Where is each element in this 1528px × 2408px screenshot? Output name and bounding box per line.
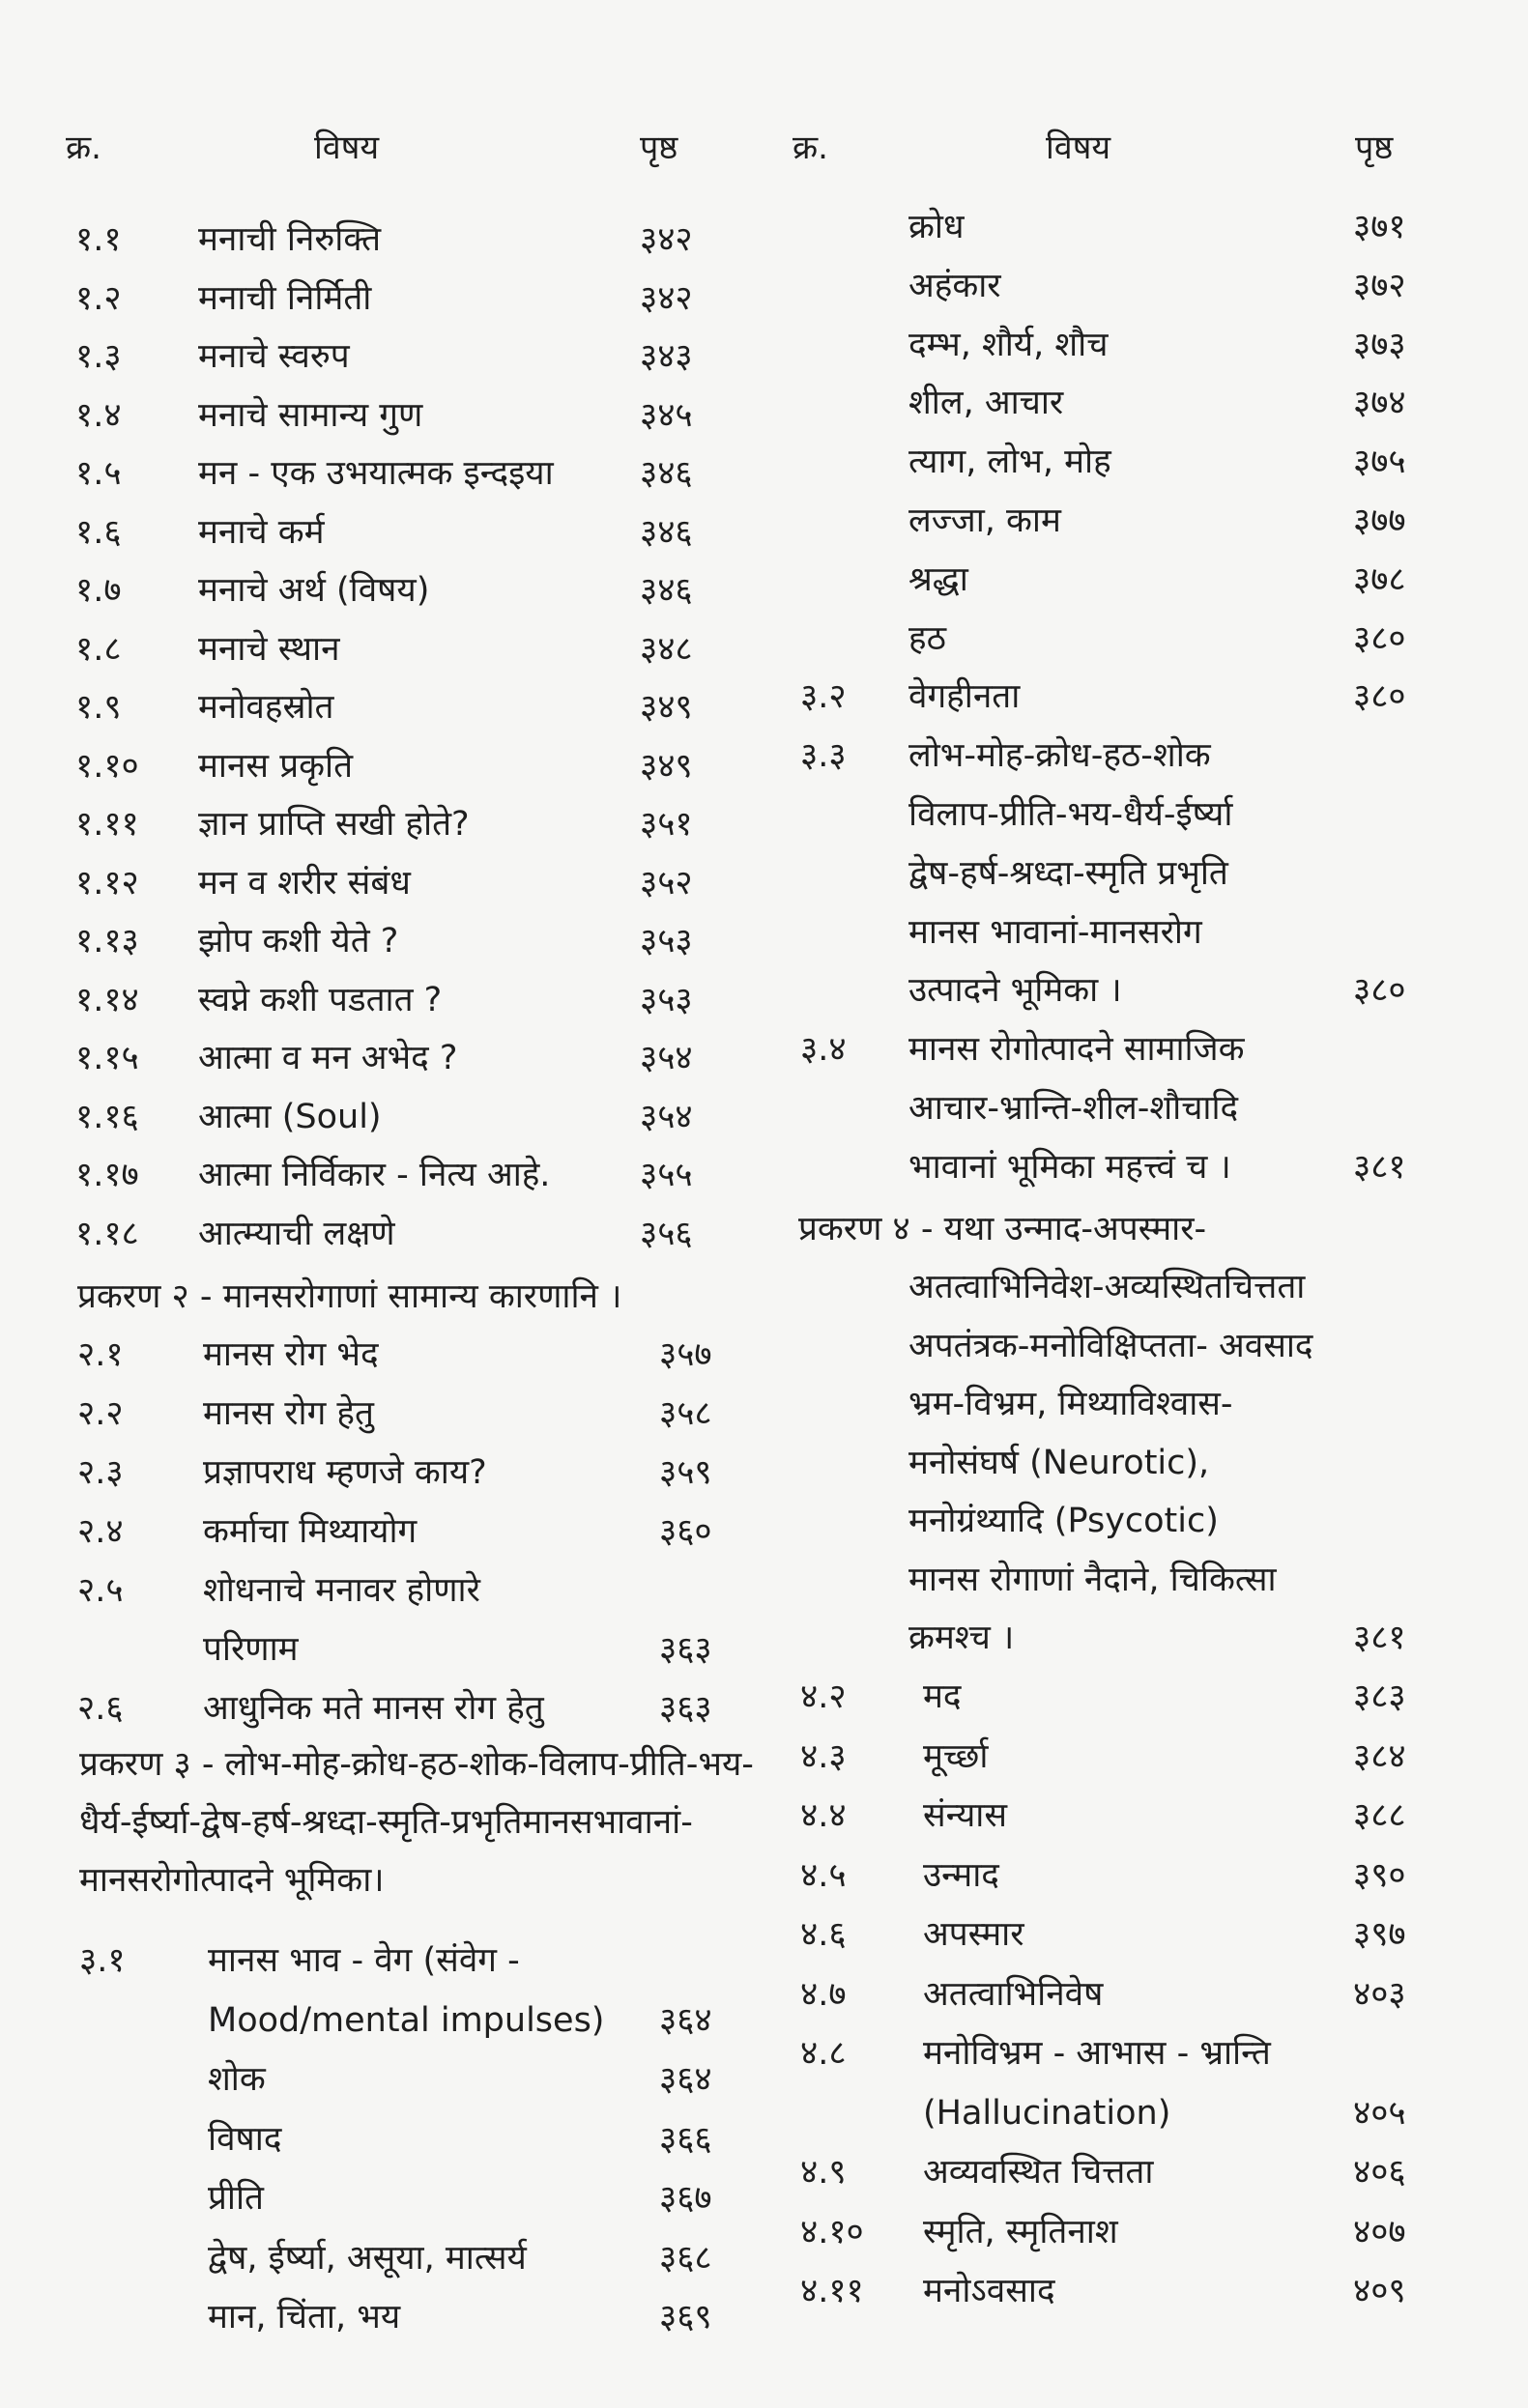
- entry-page-number: ३७२: [1353, 266, 1406, 305]
- entry-title: मनोवहस्रोत: [198, 688, 334, 727]
- entry-title: द्वेष-हर्ष-श्रध्दा-स्मृति प्रभृति: [908, 853, 1228, 893]
- left-entry3-row: [0, 2169, 764, 2227]
- left-entry2-row: [0, 1562, 764, 1620]
- entry-number: १.१८: [75, 1214, 139, 1253]
- entry-page-number: ३५४: [640, 1039, 693, 1077]
- left-entry2-row: [0, 1444, 764, 1502]
- entry-title: मनाची निर्मिती: [198, 278, 372, 318]
- entry-page-number: ३४५: [640, 395, 693, 435]
- left-entry3-row: [0, 1992, 764, 2050]
- entry-page-number: ४०३: [1353, 1974, 1406, 2014]
- entry-title: मनोऽवसाद: [923, 2272, 1055, 2310]
- entry-number: १.१४: [75, 980, 139, 1019]
- entry-number: ४.५: [800, 1855, 847, 1895]
- entry-page-number: ३६३: [659, 1689, 712, 1728]
- right-entry4-row: [783, 1906, 1528, 1964]
- entry-number: ३.१: [79, 1941, 126, 1980]
- chapter4-heading: [783, 1200, 1528, 1258]
- entry-number: १.१६: [75, 1097, 139, 1136]
- right-entry-row: [783, 257, 1528, 315]
- entry-title: अपतंत्रक-मनोविक्षिप्तता- अवसाद: [908, 1326, 1313, 1365]
- right-entry-row: [783, 845, 1528, 903]
- entry-title: मानस रोग भेद: [203, 1335, 379, 1374]
- right-entry-row: [783, 668, 1528, 726]
- right-entry-row: [783, 610, 1528, 668]
- left-entry-row: [0, 795, 764, 853]
- right-entry-row: [783, 903, 1528, 961]
- entry-page-number: ३५८: [659, 1394, 712, 1433]
- right-entry-row: [783, 492, 1528, 550]
- entry-number: ४.११: [800, 2272, 864, 2310]
- entry-number: १.६: [75, 512, 122, 552]
- right-header-title: विषय: [1046, 129, 1111, 167]
- left-entry-row: [0, 912, 764, 970]
- entry-number: ४.४: [800, 1796, 847, 1835]
- entry-page-number: ३६७: [659, 2179, 712, 2218]
- entry-title: मूर्च्छा: [923, 1736, 989, 1776]
- entry-page-number: ३५५: [640, 1156, 693, 1194]
- left-entry-row: [0, 620, 764, 678]
- entry-page-number: ३८०: [1353, 677, 1406, 717]
- entry-number: १.१३: [75, 922, 139, 960]
- right-entry-row: [783, 198, 1528, 256]
- chapter4-line-row: [783, 1492, 1528, 1550]
- entry-title: त्याग, लोभ, मोह: [908, 443, 1111, 482]
- left-entry3-row: [0, 2229, 764, 2287]
- entry-number: ४.१०: [800, 2212, 864, 2251]
- entry-number: १.२: [75, 278, 122, 318]
- entry-number: १.८: [75, 629, 122, 669]
- chapter2-title: प्रकरण २ - मानसरोगाणां सामान्य कारणानि ।: [77, 1277, 622, 1316]
- chapter4-line-row: [783, 1258, 1528, 1316]
- entry-title: मानस प्रकृति: [198, 746, 354, 786]
- entry-number: १.५: [75, 454, 122, 493]
- entry-number: ३.४: [800, 1030, 847, 1070]
- left-entry3-row: [0, 2288, 764, 2346]
- entry-title: मनोविभ्रम - आभास - भ्रान्ति: [923, 2034, 1271, 2073]
- entry-title: मनाची निरुक्ति: [198, 220, 382, 259]
- entry-title: अव्यवस्थित चित्तता: [923, 2153, 1154, 2192]
- right-entry-row: [783, 1138, 1528, 1196]
- entry-title: आधुनिक मते मानस रोग हेतु: [203, 1689, 544, 1728]
- right-entry-row: [783, 1079, 1528, 1137]
- entry-title: दम्भ, शौर्य, शौच: [908, 325, 1109, 364]
- entry-title: द्वेष, ईर्ष्या, असूया, मात्सर्य: [208, 2238, 527, 2278]
- entry-title: शोक: [208, 2060, 266, 2099]
- entry-title: शील, आचार: [908, 384, 1064, 423]
- entry-title: आत्मा (Soul): [198, 1097, 382, 1136]
- entry-title: झोप कशी येते ?: [198, 922, 399, 960]
- left-entry2-row: [0, 1503, 764, 1561]
- entry-title: मनाचे सामान्य गुण: [198, 395, 423, 435]
- right-entry4-row: [783, 2024, 1528, 2082]
- entry-title: प्रज्ञापराध म्हणजे काय?: [203, 1453, 487, 1492]
- right-header-page: पृष्ठ: [1355, 129, 1394, 167]
- entry-page-number: ३४६: [640, 512, 693, 552]
- entry-title: आत्म्याची लक्षणे: [198, 1214, 395, 1253]
- entry-page-number: ३८८: [1353, 1796, 1406, 1835]
- entry-title: उन्माद: [923, 1855, 999, 1895]
- entry-title: आचार-भ्रान्ति-शील-शौचादि: [908, 1089, 1239, 1128]
- left-entry2-row: [0, 1326, 764, 1384]
- right-entry-row: [783, 551, 1528, 609]
- entry-title: मनोसंघर्ष (Neurotic),: [908, 1443, 1210, 1482]
- entry-title: मानस रोगाणां नैदाने, चिकित्सा: [908, 1560, 1277, 1599]
- entry-page-number: ३५३: [640, 922, 693, 960]
- right-entry4-row: [783, 1728, 1528, 1786]
- right-header-num: क्र.: [793, 129, 828, 167]
- right-entry-row: [783, 433, 1528, 491]
- entry-title: विलाप-प्रीति-भय-धैर्य-ईर्ष्या: [908, 795, 1233, 834]
- entry-title: शोधनाचे मनावर होणारे: [203, 1571, 480, 1610]
- left-header-num: क्र.: [66, 129, 101, 167]
- entry-page-number: ३९०: [1353, 1855, 1406, 1895]
- entry-title: अतत्वाभिनिवेश-अव्यस्थितचित्तता: [908, 1268, 1306, 1306]
- entry-number: १.४: [75, 395, 122, 435]
- entry-page-number: ३४९: [640, 746, 693, 786]
- entry-title: संन्यास: [923, 1796, 1008, 1835]
- left-entry2-row: [0, 1385, 764, 1443]
- entry-title: ज्ञान प्राप्ति सखी होते?: [198, 805, 470, 844]
- entry-page-number: ३४२: [640, 278, 693, 318]
- chapter4-line-row: [783, 1375, 1528, 1433]
- left-entry3-row: [0, 1932, 764, 1990]
- entry-number: १.१०: [75, 746, 139, 786]
- entry-title: लोभ-मोह-क्रोध-हठ-शोक: [908, 736, 1211, 776]
- entry-number: ४.६: [800, 1915, 847, 1954]
- entry-number: १.१७: [75, 1156, 139, 1194]
- entry-page-number: ३७७: [1353, 502, 1406, 540]
- left-entry2-row: [0, 1620, 764, 1678]
- entry-page-number: ४०६: [1353, 2153, 1406, 2192]
- entry-page-number: ४०७: [1353, 2212, 1406, 2251]
- entry-title: मनोग्रंथ्यादि (Psycotic): [908, 1502, 1219, 1540]
- chapter4-line-row: [783, 1551, 1528, 1609]
- left-header-title: विषय: [314, 129, 380, 167]
- entry-page-number: ३८१: [1353, 1619, 1406, 1657]
- entry-number: ४.७: [800, 1974, 847, 2014]
- chapter4-line-row: [783, 1609, 1528, 1667]
- entry-page-number: ३५७: [659, 1335, 712, 1374]
- entry-title: मद: [923, 1677, 962, 1716]
- left-entry-row: [0, 328, 764, 386]
- entry-number: ४.८: [800, 2034, 847, 2073]
- entry-title: लज्जा, काम: [908, 502, 1061, 540]
- left-header-page: पृष्ठ: [640, 129, 678, 167]
- entry-number: २.३: [77, 1453, 124, 1492]
- entry-number: १.१: [75, 220, 122, 259]
- entry-title: कर्माचा मिथ्यायोग: [203, 1512, 418, 1551]
- right-entry4-row: [783, 2143, 1528, 2201]
- left-entry-row: [0, 211, 764, 269]
- entry-page-number: ३७१: [1353, 208, 1406, 246]
- entry-title: मनाचे अर्थ (विषय): [198, 571, 430, 610]
- chapter4-title: प्रकरण ४ - यथा उन्माद-अपस्मार-: [798, 1210, 1207, 1248]
- entry-number: १.३: [75, 337, 122, 376]
- entry-title: मानस भावानां-मानसरोग: [908, 912, 1202, 952]
- entry-title: स्वप्ने कशी पडतात ?: [198, 980, 443, 1019]
- entry-title: क्रोध: [908, 208, 965, 246]
- left-entry-row: [0, 444, 764, 502]
- entry-page-number: ३६६: [659, 2119, 712, 2159]
- entry-title: स्मृति, स्मृतिनाश: [923, 2212, 1118, 2251]
- left-entry-row: [0, 737, 764, 795]
- entry-title: Mood/mental impulses): [208, 2000, 605, 2040]
- entry-title: मानस भाव - वेग (संवेग -: [208, 1941, 520, 1980]
- right-entry-row: [783, 316, 1528, 374]
- entry-page-number: ३७४: [1353, 384, 1406, 423]
- entry-number: ३.३: [800, 736, 847, 776]
- entry-title: भ्रम-विभ्रम, मिथ्याविश्वास-: [908, 1385, 1233, 1423]
- right-column: [783, 0, 1528, 2408]
- right-entry-row: [783, 374, 1528, 432]
- right-entry-row: [783, 786, 1528, 844]
- entry-title: परिणाम: [203, 1630, 299, 1669]
- entry-number: २.५: [77, 1571, 124, 1610]
- entry-page-number: ४०५: [1353, 2093, 1406, 2133]
- entry-page-number: ३८०: [1353, 971, 1406, 1011]
- entry-title: (Hallucination): [923, 2093, 1171, 2133]
- entry-page-number: ३५९: [659, 1453, 712, 1492]
- entry-title: मनाचे कर्म: [198, 512, 325, 552]
- entry-page-number: ३४६: [640, 571, 693, 610]
- left-entry-row: [0, 971, 764, 1029]
- right-entry-row: [783, 961, 1528, 1019]
- right-entry-row: [783, 1020, 1528, 1078]
- entry-page-number: ४०९: [1353, 2272, 1406, 2310]
- left-entry3-row: [0, 2050, 764, 2108]
- entry-number: १.१२: [75, 863, 139, 903]
- chapter4-line-row: [783, 1317, 1528, 1375]
- left-entry-row: [0, 1205, 764, 1263]
- left-entry-row: [0, 854, 764, 912]
- entry-number: ४.९: [800, 2153, 847, 2192]
- entry-title: मन - एक उभयात्मक इन्दइया: [198, 454, 554, 493]
- entry-page-number: ३८१: [1353, 1147, 1406, 1187]
- entry-page-number: ३८३: [1353, 1677, 1406, 1716]
- entry-page-number: ३९७: [1353, 1915, 1406, 1954]
- entry-page-number: ३५४: [640, 1097, 693, 1136]
- left-entry2-row: [0, 1679, 764, 1737]
- entry-title: मानस रोगोत्पादने सामाजिक: [908, 1030, 1245, 1070]
- entry-number: ४.२: [800, 1677, 847, 1716]
- entry-title: अहंकार: [908, 266, 1001, 305]
- right-entry4-row: [783, 2203, 1528, 2261]
- left-entry-row: [0, 1029, 764, 1087]
- entry-title: मनाचे स्थान: [198, 629, 340, 669]
- entry-title: भावानां भूमिका महत्त्वं च ।: [908, 1147, 1231, 1187]
- entry-title: अतत्वाभिनिवेष: [923, 1974, 1104, 2014]
- left-entry3-row: [0, 2110, 764, 2168]
- entry-page-number: ३५२: [640, 863, 693, 903]
- entry-page-number: ३४२: [640, 220, 693, 259]
- entry-title: श्रद्धा: [908, 559, 968, 599]
- left-entry-row: [0, 503, 764, 561]
- entry-page-number: ३५६: [640, 1214, 693, 1253]
- entry-number: १.११: [75, 805, 139, 844]
- entry-page-number: ३४६: [640, 454, 693, 493]
- right-entry4-row: [783, 1847, 1528, 1905]
- entry-number: ३.२: [800, 677, 847, 717]
- left-entry-row: [0, 1146, 764, 1204]
- entry-title: अपस्मार: [923, 1915, 1024, 1954]
- left-entry-row: [0, 1088, 764, 1146]
- chapter4-line-row: [783, 1434, 1528, 1492]
- right-entry-row: [783, 727, 1528, 785]
- entry-title: मान, चिंता, भय: [208, 2298, 401, 2336]
- entry-title: वेगहीनता: [908, 677, 1021, 717]
- entry-number: २.६: [77, 1689, 124, 1728]
- entry-page-number: ३८०: [1353, 618, 1406, 658]
- left-entry-row: [0, 270, 764, 328]
- entry-title: मनाचे स्वरुप: [198, 337, 350, 376]
- entry-page-number: ३७३: [1353, 325, 1406, 364]
- entry-title: उत्पादने भूमिका ।: [908, 971, 1122, 1011]
- entry-page-number: ३६४: [659, 2060, 712, 2099]
- entry-title: क्रमश्च ।: [908, 1619, 1015, 1657]
- left-entry-row: [0, 387, 764, 444]
- entry-page-number: ३६९: [659, 2298, 712, 2336]
- entry-title: आत्मा व मन अभेद ?: [198, 1039, 458, 1077]
- chapter2-heading: [0, 1268, 764, 1326]
- entry-number: २.१: [77, 1335, 124, 1374]
- entry-page-number: ३५१: [640, 805, 693, 844]
- entry-number: २.२: [77, 1394, 124, 1433]
- entry-title: विषाद: [208, 2119, 282, 2159]
- entry-page-number: ३४९: [640, 688, 693, 727]
- entry-page-number: ३७८: [1353, 559, 1406, 599]
- entry-number: २.४: [77, 1512, 124, 1551]
- entry-page-number: ३७५: [1353, 443, 1406, 482]
- right-entry4-row: [783, 2084, 1528, 2142]
- right-entry4-row: [783, 1668, 1528, 1726]
- chapter3-heading: प्रकरण ३ - लोभ-मोह-क्रोध-हठ-शोक-विलाप-प्रीति-भय-धैर्य-ईर्ष्या-द्वेष-हर्ष-श्रध्दा-स्मृति-प्रभृतिमानसभावानां-मानसरोगोत्पादने भूमिका।: [79, 1745, 754, 1900]
- entry-title: हठ: [908, 618, 946, 658]
- left-entry-row: [0, 678, 764, 736]
- entry-page-number: ३८४: [1353, 1736, 1406, 1776]
- entry-page-number: ३६८: [659, 2238, 712, 2278]
- right-entry4-row: [783, 1787, 1528, 1845]
- entry-title: मन व शरीर संबंध: [198, 863, 411, 903]
- entry-page-number: ३५३: [640, 980, 693, 1019]
- entry-page-number: ३६०: [659, 1512, 712, 1551]
- right-entry4-row: [783, 1965, 1528, 2023]
- entry-page-number: ३६४: [659, 2000, 712, 2040]
- right-entry4-row: [783, 2262, 1528, 2320]
- entry-title: मानस रोग हेतु: [203, 1394, 374, 1433]
- left-entry-row: [0, 561, 764, 619]
- entry-page-number: ३६३: [659, 1630, 712, 1669]
- entry-number: १.९: [75, 688, 122, 727]
- entry-page-number: ३४३: [640, 337, 693, 376]
- entry-number: १.७: [75, 571, 122, 610]
- entry-title: आत्मा निर्विकार - नित्य आहे.: [198, 1156, 551, 1194]
- entry-number: ४.३: [800, 1736, 847, 1776]
- entry-page-number: ३४८: [640, 629, 693, 669]
- entry-title: प्रीति: [208, 2179, 264, 2218]
- entry-number: १.१५: [75, 1039, 139, 1077]
